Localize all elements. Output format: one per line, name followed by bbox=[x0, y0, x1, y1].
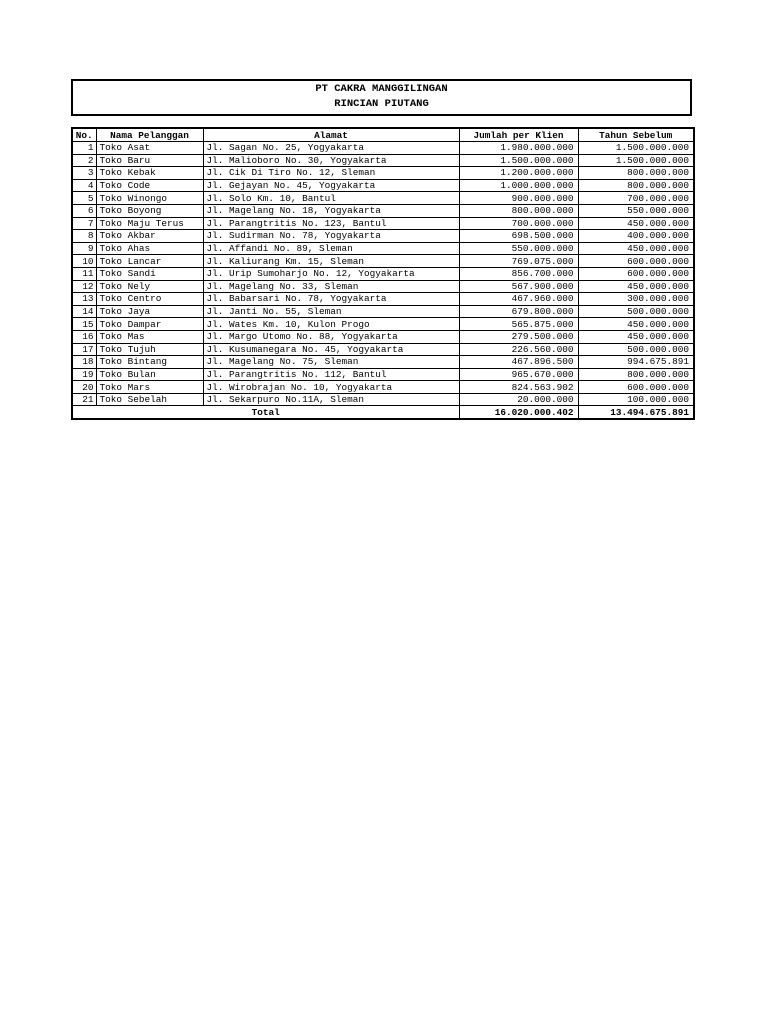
cell-address: Jl. Gejayan No. 45, Yogyakarta bbox=[203, 179, 459, 192]
cell-address: Jl. Janti No. 55, Sleman bbox=[203, 305, 459, 318]
table-row bbox=[72, 179, 694, 192]
cell-no: 4 bbox=[72, 179, 96, 192]
table-row bbox=[72, 255, 694, 268]
cell-address: Jl. Sudirman No. 78, Yogyakarta bbox=[203, 230, 459, 243]
cell-address: Jl. Sekarpuro No.11A, Sleman bbox=[203, 393, 459, 406]
table-row bbox=[72, 167, 694, 180]
table-row bbox=[72, 192, 694, 205]
cell-customer-name: Toko Boyong bbox=[96, 204, 203, 217]
total-previous: 13.494.675.891 bbox=[578, 406, 694, 419]
cell-customer-name: Toko Ahas bbox=[96, 242, 203, 255]
cell-no: 17 bbox=[72, 343, 96, 356]
cell-customer-name: Toko Winongo bbox=[96, 192, 203, 205]
table-row bbox=[72, 230, 694, 243]
cell-customer-name: Toko Sebelah bbox=[96, 393, 203, 406]
cell-customer-name: Toko Nely bbox=[96, 280, 203, 293]
cell-previous: 400.000.000 bbox=[578, 230, 694, 243]
table-row bbox=[72, 343, 694, 356]
total-amount: 16.020.000.402 bbox=[459, 406, 578, 419]
cell-address: Jl. Parangtritis No. 112, Bantul bbox=[203, 368, 459, 381]
cell-previous: 450.000.000 bbox=[578, 280, 694, 293]
cell-previous: 1.500.000.000 bbox=[578, 142, 694, 155]
cell-address: Jl. Affandi No. 89, Sleman bbox=[203, 242, 459, 255]
cell-amount: 856.700.000 bbox=[459, 267, 578, 280]
cell-address: Jl. Kaliurang Km. 15, Sleman bbox=[203, 255, 459, 268]
cell-previous: 100.000.000 bbox=[578, 393, 694, 406]
cell-amount: 1.980.000.000 bbox=[459, 142, 578, 155]
cell-previous: 450.000.000 bbox=[578, 318, 694, 331]
cell-no: 14 bbox=[72, 305, 96, 318]
cell-no: 1 bbox=[72, 142, 96, 155]
cell-amount: 679.800.000 bbox=[459, 305, 578, 318]
table-row bbox=[72, 293, 694, 306]
table-footer bbox=[72, 406, 694, 419]
cell-amount: 1.000.000.000 bbox=[459, 179, 578, 192]
cell-no: 8 bbox=[72, 230, 96, 243]
table-row bbox=[72, 330, 694, 343]
table-row bbox=[72, 267, 694, 280]
cell-address: Jl. Urip Sumoharjo No. 12, Yogyakarta bbox=[203, 267, 459, 280]
cell-amount: 1.200.000.000 bbox=[459, 167, 578, 180]
cell-amount: 550.000.000 bbox=[459, 242, 578, 255]
cell-previous: 800.000.000 bbox=[578, 179, 694, 192]
company-name: PT CAKRA MANGGILINGAN bbox=[315, 83, 448, 95]
table-row bbox=[72, 142, 694, 155]
cell-address: Jl. Kusumanegara No. 45, Yogyakarta bbox=[203, 343, 459, 356]
cell-previous: 450.000.000 bbox=[578, 217, 694, 230]
report-title: RINCIAN PIUTANG bbox=[334, 98, 429, 110]
cell-address: Jl. Parangtritis No. 123, Bantul bbox=[203, 217, 459, 230]
cell-previous: 450.000.000 bbox=[578, 330, 694, 343]
cell-previous: 500.000.000 bbox=[578, 305, 694, 318]
cell-previous: 800.000.000 bbox=[578, 368, 694, 381]
cell-previous: 300.000.000 bbox=[578, 293, 694, 306]
cell-customer-name: Toko Sandi bbox=[96, 267, 203, 280]
cell-amount: 20.000.000 bbox=[459, 393, 578, 406]
cell-no: 21 bbox=[72, 393, 96, 406]
cell-address: Jl. Magelang No. 33, Sleman bbox=[203, 280, 459, 293]
cell-amount: 900.000.000 bbox=[459, 192, 578, 205]
cell-no: 9 bbox=[72, 242, 96, 255]
table-row bbox=[72, 154, 694, 167]
cell-customer-name: Toko Code bbox=[96, 179, 203, 192]
cell-no: 15 bbox=[72, 318, 96, 331]
cell-address: Jl. Babarsari No. 78, Yogyakarta bbox=[203, 293, 459, 306]
cell-customer-name: Toko Mars bbox=[96, 381, 203, 394]
total-label: Total bbox=[72, 406, 459, 419]
cell-customer-name: Toko Kebak bbox=[96, 167, 203, 180]
table-row bbox=[72, 381, 694, 394]
column-header-customer-name: Nama Pelanggan bbox=[96, 128, 203, 142]
cell-previous: 994.675.891 bbox=[578, 356, 694, 369]
cell-amount: 800.000.000 bbox=[459, 204, 578, 217]
table-row bbox=[72, 242, 694, 255]
cell-amount: 467.960.000 bbox=[459, 293, 578, 306]
cell-customer-name: Toko Bulan bbox=[96, 368, 203, 381]
cell-address: Jl. Wirobrajan No. 10, Yogyakarta bbox=[203, 381, 459, 394]
cell-amount: 965.670.000 bbox=[459, 368, 578, 381]
cell-customer-name: Toko Mas bbox=[96, 330, 203, 343]
cell-no: 16 bbox=[72, 330, 96, 343]
cell-address: Jl. Sagan No. 25, Yogyakarta bbox=[203, 142, 459, 155]
cell-no: 6 bbox=[72, 204, 96, 217]
table-row bbox=[72, 305, 694, 318]
cell-no: 7 bbox=[72, 217, 96, 230]
cell-customer-name: Toko Jaya bbox=[96, 305, 203, 318]
column-header-previous-year: Tahun Sebelum bbox=[578, 128, 694, 142]
cell-no: 3 bbox=[72, 167, 96, 180]
receivables-table bbox=[71, 127, 695, 420]
report-header bbox=[71, 79, 692, 116]
cell-customer-name: Toko Bintang bbox=[96, 356, 203, 369]
cell-previous: 700.000.000 bbox=[578, 192, 694, 205]
total-row bbox=[72, 406, 694, 419]
cell-previous: 450.000.000 bbox=[578, 242, 694, 255]
cell-amount: 824.563.902 bbox=[459, 381, 578, 394]
column-header-address: Alamat bbox=[203, 128, 459, 142]
cell-address: Jl. Magelang No. 75, Sleman bbox=[203, 356, 459, 369]
cell-amount: 226.560.000 bbox=[459, 343, 578, 356]
cell-no: 2 bbox=[72, 154, 96, 167]
cell-address: Jl. Malioboro No. 30, Yogyakarta bbox=[203, 154, 459, 167]
cell-address: Jl. Wates Km. 10, Kulon Progo bbox=[203, 318, 459, 331]
cell-customer-name: Toko Asat bbox=[96, 142, 203, 155]
cell-no: 13 bbox=[72, 293, 96, 306]
cell-customer-name: Toko Dampar bbox=[96, 318, 203, 331]
table-row bbox=[72, 356, 694, 369]
cell-no: 19 bbox=[72, 368, 96, 381]
cell-amount: 1.500.000.000 bbox=[459, 154, 578, 167]
cell-no: 12 bbox=[72, 280, 96, 293]
cell-no: 10 bbox=[72, 255, 96, 268]
cell-amount: 467.896.500 bbox=[459, 356, 578, 369]
cell-previous: 600.000.000 bbox=[578, 267, 694, 280]
cell-previous: 500.000.000 bbox=[578, 343, 694, 356]
table-body bbox=[72, 142, 694, 406]
table-row bbox=[72, 280, 694, 293]
table-row bbox=[72, 393, 694, 406]
cell-previous: 1.500.000.000 bbox=[578, 154, 694, 167]
cell-customer-name: Toko Akbar bbox=[96, 230, 203, 243]
cell-customer-name: Toko Baru bbox=[96, 154, 203, 167]
cell-previous: 550.000.000 bbox=[578, 204, 694, 217]
cell-no: 5 bbox=[72, 192, 96, 205]
cell-customer-name: Toko Maju Terus bbox=[96, 217, 203, 230]
header-row bbox=[72, 128, 694, 142]
cell-customer-name: Toko Lancar bbox=[96, 255, 203, 268]
cell-customer-name: Toko Centro bbox=[96, 293, 203, 306]
column-header-no: No. bbox=[72, 128, 96, 142]
cell-amount: 279.500.000 bbox=[459, 330, 578, 343]
cell-amount: 769.075.000 bbox=[459, 255, 578, 268]
cell-address: Jl. Cik Di Tiro No. 12, Sleman bbox=[203, 167, 459, 180]
cell-no: 11 bbox=[72, 267, 96, 280]
table-row bbox=[72, 318, 694, 331]
cell-amount: 698.500.000 bbox=[459, 230, 578, 243]
cell-previous: 800.000.000 bbox=[578, 167, 694, 180]
cell-previous: 600.000.000 bbox=[578, 255, 694, 268]
cell-amount: 565.875.000 bbox=[459, 318, 578, 331]
table-row bbox=[72, 368, 694, 381]
cell-no: 18 bbox=[72, 356, 96, 369]
cell-no: 20 bbox=[72, 381, 96, 394]
cell-address: Jl. Magelang No. 18, Yogyakarta bbox=[203, 204, 459, 217]
table-header bbox=[72, 128, 694, 142]
cell-previous: 600.000.000 bbox=[578, 381, 694, 394]
cell-amount: 567.900.000 bbox=[459, 280, 578, 293]
table-row bbox=[72, 204, 694, 217]
table-row bbox=[72, 217, 694, 230]
cell-customer-name: Toko Tujuh bbox=[96, 343, 203, 356]
cell-address: Jl. Margo Utomo No. 88, Yogyakarta bbox=[203, 330, 459, 343]
column-header-amount-per-client: Jumlah per Klien bbox=[459, 128, 578, 142]
cell-amount: 700.000.000 bbox=[459, 217, 578, 230]
cell-address: Jl. Solo Km. 10, Bantul bbox=[203, 192, 459, 205]
